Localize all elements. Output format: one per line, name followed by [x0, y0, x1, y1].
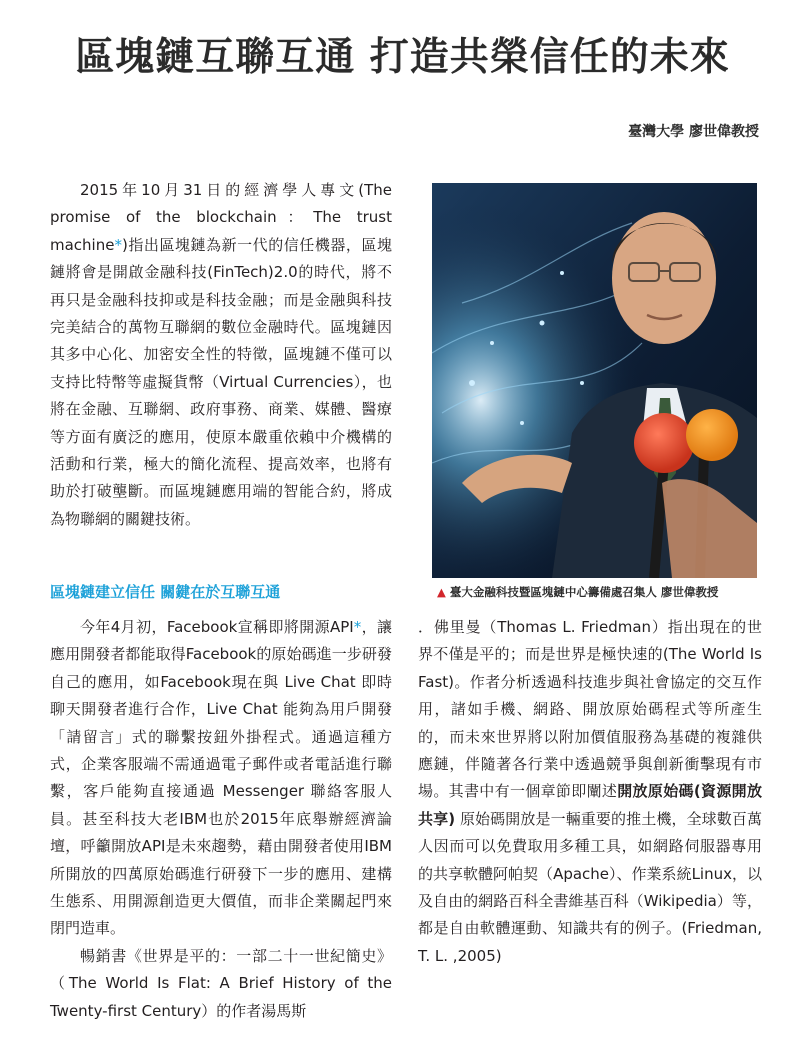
intro-text-b: )指出區塊鏈為新一代的信任機器，區塊鏈將會是開啟金融科技(FinTech)2.0的時代，將不再只是金融科技抑或是科技金融；而是金融與科技完美結合的萬物互聯網的數位金融時代。區塊鏈因其多中心化、加密安全性的特徵，區塊鏈不僅可以支持比特幣等虛擬貨幣（Virtual Currencies），也將在金融、互聯網、政府事務、商業、媒體、醫療等方面有廣泛的應用，使原本嚴重依賴中介機構的活動和行業，極大的簡化流程、提高效率，也將有助於打破壟斷。而區塊鏈應用端的智能合約，將成為物聯網的關鍵技術。 — [50, 235, 392, 528]
triangle-marker-icon: ▲ — [437, 585, 446, 599]
body-text-c: ．佛里曼（Thomas L. Friedman）指出現在的世界不僅是平的；而是世界是極快速的(The World Is Fast)。作者分析透過科技進步與社會協定的交互作用，諸如手機、網路、開放原始碼程式等所產生的，而未來世界將以附加價值服務為基礎的複雜供應鏈，伴隨著各行業中透過競爭與創新衝擊現有市場。其書中有一個章節即闡述 — [418, 618, 762, 801]
professor-photo — [432, 183, 757, 578]
body-text-a: 今年4月初，Facebook宣稱即將開源API — [80, 618, 354, 636]
intro-paragraph — [50, 177, 392, 533]
photo-caption — [437, 584, 718, 600]
footnote-star: * — [114, 235, 122, 254]
intro-text-a: 2015年10月31日的經濟學人專文(The promise of the blockchain：The trust machine — [50, 181, 392, 254]
body-text-d: 原始碼開放是一輛重要的推土機，全球數百萬人因而可以免費取用多種工具，如網路伺服器專用的共享軟體阿帕契（Apache）、作業系統Linux，以及自由的網路百科全書維基百科（Wikipedia）等，都是自由軟體運動、知識共有的例子。(Friedman, T. L. ,2005) — [418, 809, 762, 965]
body-paragraph-3: 暢銷書《世界是平的：一部二十一世紀簡史》（The World Is Flat: A Brief History of the Twenty-first Century）的作者湯馬斯 — [50, 946, 392, 1020]
author-byline: 臺灣大學 廖世偉教授 — [628, 124, 759, 140]
right-column — [418, 614, 762, 970]
section-heading: 區塊鏈建立信任 關鍵在於互聯互通 — [50, 583, 281, 601]
article-title: 區塊鏈互聯互通 打造共榮信任的未來 — [75, 35, 730, 80]
left-column — [50, 614, 392, 1025]
professor-photo-image — [432, 183, 757, 578]
footnote-star: * — [353, 618, 362, 636]
bold-term: 開放原始碼(資源開放共享) — [418, 782, 762, 828]
photo-caption-text: 臺大金融科技暨區塊鏈中心籌備處召集人 廖世偉教授 — [449, 585, 719, 599]
body-text-b: ，讓應用開發者都能取得Facebook的原始碼進一步研發自己的應用，如Facebook現在與 Live Chat 即時聊天開發者進行合作，Live Chat 能夠為用戶開發「請留言」式的聯繫按鈕外掛程式。通過這種方式，企業客服端不需通過電子郵件或者電話進行聯繫，客戶能夠直接通過 Messenger 聯絡客服人員。甚至科技大老IBM也於2015年底舉辦經濟論壇，呼籲開放API是未來趨勢，藉由開發者使用IBM所開放的四萬原始碼進行研發下一步的應用、建構生態系、用開源創造更大價值，而非企業關起門來閉門造車。 — [50, 618, 392, 938]
